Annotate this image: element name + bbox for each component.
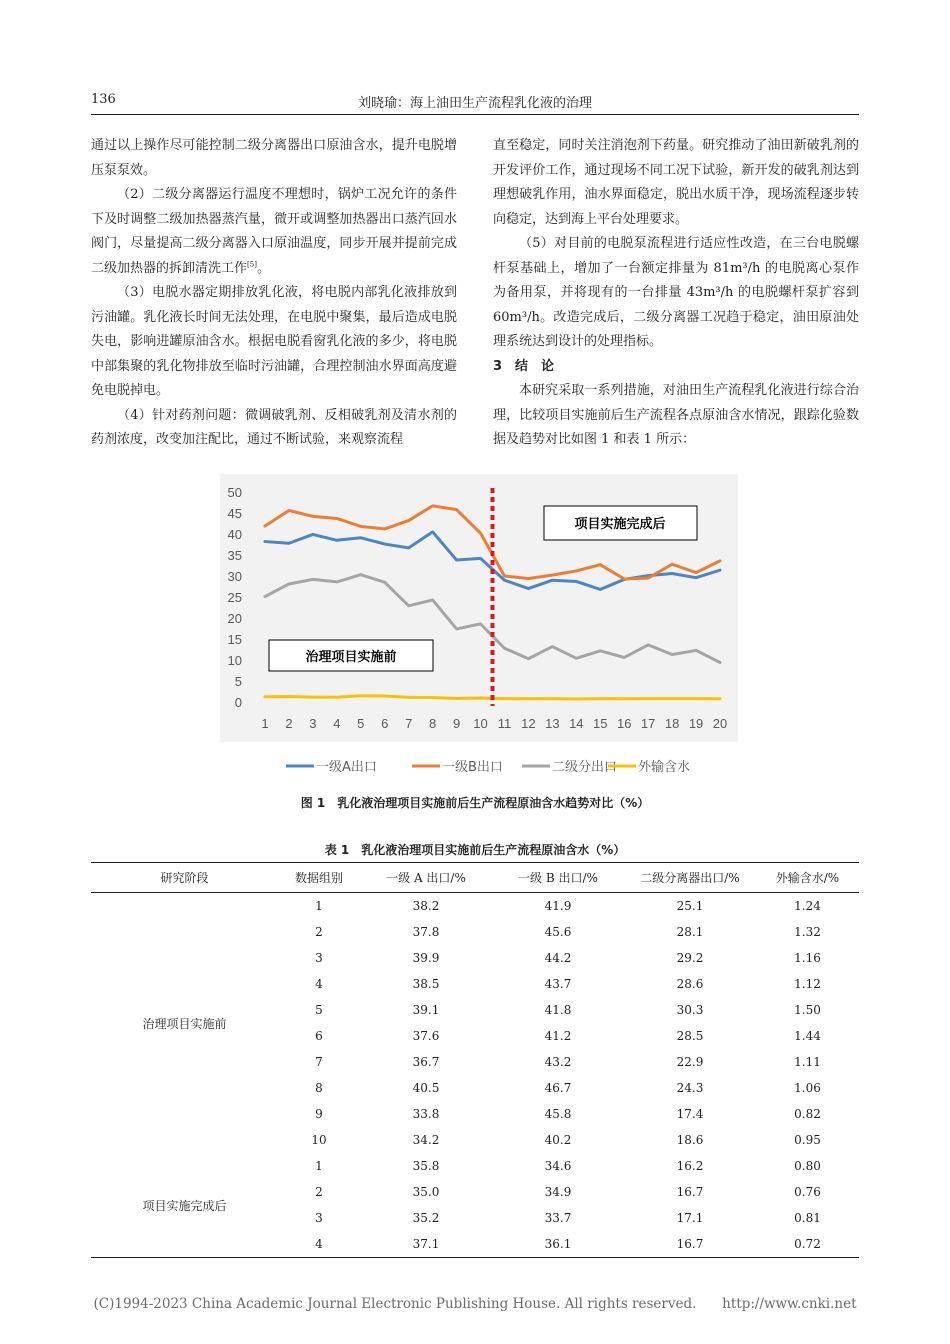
table-cell: 37.6 bbox=[412, 1029, 440, 1043]
copyright-text: (C)1994-2023 China Academic Journal Electronic Publishing House. All rights reserved. bbox=[93, 1296, 697, 1312]
x-tick-label: 20 bbox=[712, 716, 728, 731]
table-header-row bbox=[91, 863, 859, 893]
paragraph: 直至稳定，同时关注消泡剂下药量。研究推动了油田新破乳剂的开发评价工作，通过现场不同工况下试验，新开发的破乳剂达到理想破乳作用，油水界面稳定，脱出水质干净，现场流程逐步转向稳定，达到海上平台处理要求。 bbox=[493, 138, 859, 227]
paragraph: （5）对目前的电脱泵流程进行适应性改造，在三台电脱螺杆泵基础上，增加了一台额定排量为 81m³/h 的电脱离心泵作为备用泵，并将现有的一台排量 43m³/h 的电脱螺杆泵扩容到 60m³/h。改造完成后，二级分离器工况趋于稳定，油田原油处理系统达到设计的处理指标。 bbox=[493, 236, 859, 349]
table-cell: 8 bbox=[315, 1081, 323, 1095]
table-cell: 25.1 bbox=[676, 899, 704, 913]
x-tick-label: 14 bbox=[569, 716, 584, 731]
table-cell: 29.2 bbox=[676, 951, 704, 965]
table-cell: 17.4 bbox=[676, 1107, 704, 1121]
table-row bbox=[91, 1153, 859, 1179]
copyright-footer bbox=[0, 1296, 950, 1312]
legend-label: 外输含水 bbox=[638, 760, 691, 775]
y-tick-label: 25 bbox=[227, 590, 242, 605]
table-cell: 1.16 bbox=[794, 951, 821, 965]
table-cell: 33.8 bbox=[412, 1107, 440, 1121]
table-cell: 1 bbox=[315, 1159, 323, 1173]
table-cell: 1.32 bbox=[794, 925, 821, 939]
table-cell: 0.81 bbox=[794, 1211, 821, 1225]
table-cell: 38.2 bbox=[412, 899, 440, 913]
header-rule bbox=[91, 114, 859, 115]
table-cell: 38.5 bbox=[412, 977, 440, 991]
x-tick-label: 10 bbox=[473, 716, 488, 731]
table-cell: 28.6 bbox=[676, 977, 704, 991]
footer-url: http://www.cnki.net bbox=[722, 1296, 857, 1312]
x-tick-label: 13 bbox=[545, 716, 560, 731]
page-number: 136 bbox=[91, 92, 116, 107]
table-cell: 45.6 bbox=[544, 925, 572, 939]
y-tick-label: 5 bbox=[234, 674, 242, 689]
paragraph: （3）电脱水器定期排放乳化液，将电脱内部乳化液排放到污油罐。乳化液长时间无法处理，在电脱中聚集，最后造成电脱失电，影响进罐原油含水。根据电脱看窗乳化液的多少，将电脱中部集聚的乳化物排放至临时污油罐，合理控制油水界面高度避免电脱掉电。 bbox=[91, 285, 457, 398]
table-cell: 22.9 bbox=[676, 1055, 704, 1069]
table-header: 研究阶段 bbox=[91, 863, 278, 893]
table-cell: 35.0 bbox=[412, 1185, 440, 1199]
citation: [5] bbox=[247, 260, 257, 269]
table-cell: 43.7 bbox=[544, 977, 572, 991]
table-cell: 39.9 bbox=[412, 951, 440, 965]
table-cell: 43.2 bbox=[544, 1055, 572, 1069]
x-tick-label: 9 bbox=[452, 716, 461, 731]
water-cut-table bbox=[91, 862, 859, 1258]
x-tick-label: 7 bbox=[405, 716, 413, 731]
running-header bbox=[91, 90, 859, 114]
table-cell: 37.8 bbox=[412, 925, 440, 939]
table-header: 数据组别 bbox=[278, 863, 360, 893]
table-cell: 36.1 bbox=[544, 1237, 572, 1251]
x-tick-label: 17 bbox=[640, 716, 656, 731]
table-cell: 0.80 bbox=[794, 1159, 821, 1173]
trend-chart-svg bbox=[220, 474, 738, 786]
x-tick-label: 19 bbox=[688, 716, 704, 731]
table-cell: 46.7 bbox=[544, 1081, 572, 1095]
x-tick-label: 1 bbox=[261, 716, 269, 731]
table-cell: 18.6 bbox=[676, 1133, 704, 1147]
paragraph: 本研究采取一系列措施，对油田生产流程乳化液进行综合治理，比较项目实施前后生产流程各点原油含水情况，跟踪化验数据及趋势对比如图 1 和表 1 所示： bbox=[493, 383, 859, 447]
table-header: 一级 B 出口/% bbox=[492, 863, 624, 893]
table-cell: 24.3 bbox=[676, 1081, 704, 1095]
table-cell: 2 bbox=[315, 925, 323, 939]
table-cell: 41.2 bbox=[544, 1029, 572, 1043]
stage-cell: 项目实施完成后 bbox=[142, 1198, 227, 1213]
table-cell: 40.5 bbox=[412, 1081, 440, 1095]
table-cell: 3 bbox=[315, 951, 323, 965]
left-column bbox=[91, 134, 457, 453]
paragraph: （2）二级分离器运行温度不理想时，锅炉工况允许的条件下及时调整二级加热器蒸汽量，微开或调整加热器出口蒸汽回水阀门，尽量提高二级分离器入口原油温度，同步开展并提前完成二级加热器的拆卸清洗工作[5]。 bbox=[91, 187, 457, 276]
y-tick-label: 35 bbox=[227, 548, 242, 563]
table-cell: 1.44 bbox=[794, 1029, 821, 1043]
table-cell: 28.1 bbox=[676, 925, 704, 939]
table-cell: 35.8 bbox=[412, 1159, 440, 1173]
y-tick-label: 30 bbox=[227, 569, 242, 584]
table-cell: 0.72 bbox=[794, 1237, 821, 1251]
x-tick-label: 6 bbox=[381, 716, 389, 731]
table-cell: 28.5 bbox=[676, 1029, 704, 1043]
paragraph: 通过以上操作尽可能控制二级分离器出口原油含水，提升电脱增压泵泵效。 bbox=[91, 138, 457, 178]
x-tick-label: 2 bbox=[285, 716, 293, 731]
x-tick-label: 8 bbox=[429, 716, 437, 731]
table-header: 外输含水/% bbox=[756, 863, 859, 893]
legend-label: 一级B出口 bbox=[442, 760, 503, 775]
table-cell: 40.2 bbox=[544, 1133, 572, 1147]
x-tick-label: 5 bbox=[357, 716, 365, 731]
table-cell: 9 bbox=[315, 1107, 323, 1121]
table-header: 二级分离器出口/% bbox=[624, 863, 756, 893]
table-cell: 4 bbox=[315, 1237, 323, 1251]
table-cell: 1.50 bbox=[794, 1003, 821, 1017]
y-tick-label: 40 bbox=[227, 527, 242, 542]
legend-label: 一级A出口 bbox=[316, 760, 377, 775]
table-cell: 41.8 bbox=[544, 1003, 572, 1017]
table-cell: 4 bbox=[315, 977, 323, 991]
table-cell: 1.06 bbox=[794, 1081, 821, 1095]
before-annotation-label: 治理项目实施前 bbox=[305, 650, 397, 665]
table-cell: 33.7 bbox=[544, 1211, 572, 1225]
table-cell: 5 bbox=[315, 1003, 323, 1017]
x-tick-label: 4 bbox=[333, 716, 341, 731]
legend-label: 二级分出口 bbox=[552, 760, 618, 775]
y-tick-label: 15 bbox=[227, 632, 242, 647]
x-tick-label: 16 bbox=[616, 716, 632, 731]
x-tick-label: 3 bbox=[309, 716, 317, 731]
table-cell: 6 bbox=[315, 1029, 323, 1043]
y-tick-label: 50 bbox=[227, 485, 242, 500]
table-cell: 41.9 bbox=[544, 899, 572, 913]
table-cell: 34.9 bbox=[544, 1185, 572, 1199]
stage-cell: 治理项目实施前 bbox=[142, 1016, 227, 1031]
table-header: 一级 A 出口/% bbox=[360, 863, 492, 893]
table-cell: 37.1 bbox=[412, 1237, 440, 1251]
y-tick-label: 10 bbox=[227, 653, 242, 668]
table-cell: 44.2 bbox=[544, 951, 572, 965]
table-cell: 0.95 bbox=[794, 1133, 821, 1147]
running-title: 刘晓瑜：海上油田生产流程乳化液的治理 bbox=[357, 96, 592, 111]
table-cell: 1 bbox=[315, 899, 323, 913]
table-cell: 7 bbox=[315, 1055, 323, 1069]
table-cell: 0.82 bbox=[794, 1107, 821, 1121]
x-tick-label: 11 bbox=[497, 716, 512, 731]
x-tick-label: 15 bbox=[593, 716, 608, 731]
y-tick-label: 45 bbox=[227, 506, 242, 521]
table-cell: 1.24 bbox=[794, 899, 821, 913]
table-cell: 36.7 bbox=[412, 1055, 440, 1069]
table-cell: 45.8 bbox=[544, 1107, 572, 1121]
after-annotation-label: 项目实施完成后 bbox=[574, 517, 666, 532]
table-cell: 39.1 bbox=[412, 1003, 440, 1017]
table-cell: 1.12 bbox=[794, 977, 821, 991]
paragraph: （4）针对药剂问题：微调破乳剂、反相破乳剂及清水剂的药剂浓度，改变加注配比，通过不断试验，来观察流程 bbox=[91, 407, 457, 447]
right-column bbox=[493, 134, 859, 453]
table-cell: 1.11 bbox=[794, 1055, 821, 1069]
table-cell: 10 bbox=[311, 1133, 327, 1147]
table-cell: 34.6 bbox=[544, 1159, 572, 1173]
table-row bbox=[91, 893, 859, 920]
table-cell: 16.7 bbox=[676, 1185, 704, 1199]
table-cell: 0.76 bbox=[794, 1185, 821, 1199]
section-heading: 3 结 论 bbox=[493, 358, 555, 374]
y-tick-label: 0 bbox=[234, 695, 242, 710]
y-tick-label: 20 bbox=[227, 611, 242, 626]
table-cell: 34.2 bbox=[412, 1133, 440, 1147]
table-cell: 3 bbox=[315, 1211, 323, 1225]
table-cell: 2 bbox=[315, 1185, 323, 1199]
table-cell: 30.3 bbox=[676, 1003, 704, 1017]
table-cell: 17.1 bbox=[676, 1211, 704, 1225]
table-cell: 16.2 bbox=[676, 1159, 704, 1173]
x-tick-label: 12 bbox=[521, 716, 536, 731]
table-cell: 16.7 bbox=[676, 1237, 704, 1251]
figure-caption: 图 1 乳化液治理项目实施前后生产流程原油含水趋势对比（%） bbox=[300, 796, 650, 810]
trend-chart bbox=[220, 474, 738, 786]
x-tick-label: 18 bbox=[664, 716, 680, 731]
table-caption: 表 1 乳化液治理项目实施前后生产流程原油含水（%） bbox=[324, 843, 626, 857]
table-cell: 35.2 bbox=[412, 1211, 440, 1225]
